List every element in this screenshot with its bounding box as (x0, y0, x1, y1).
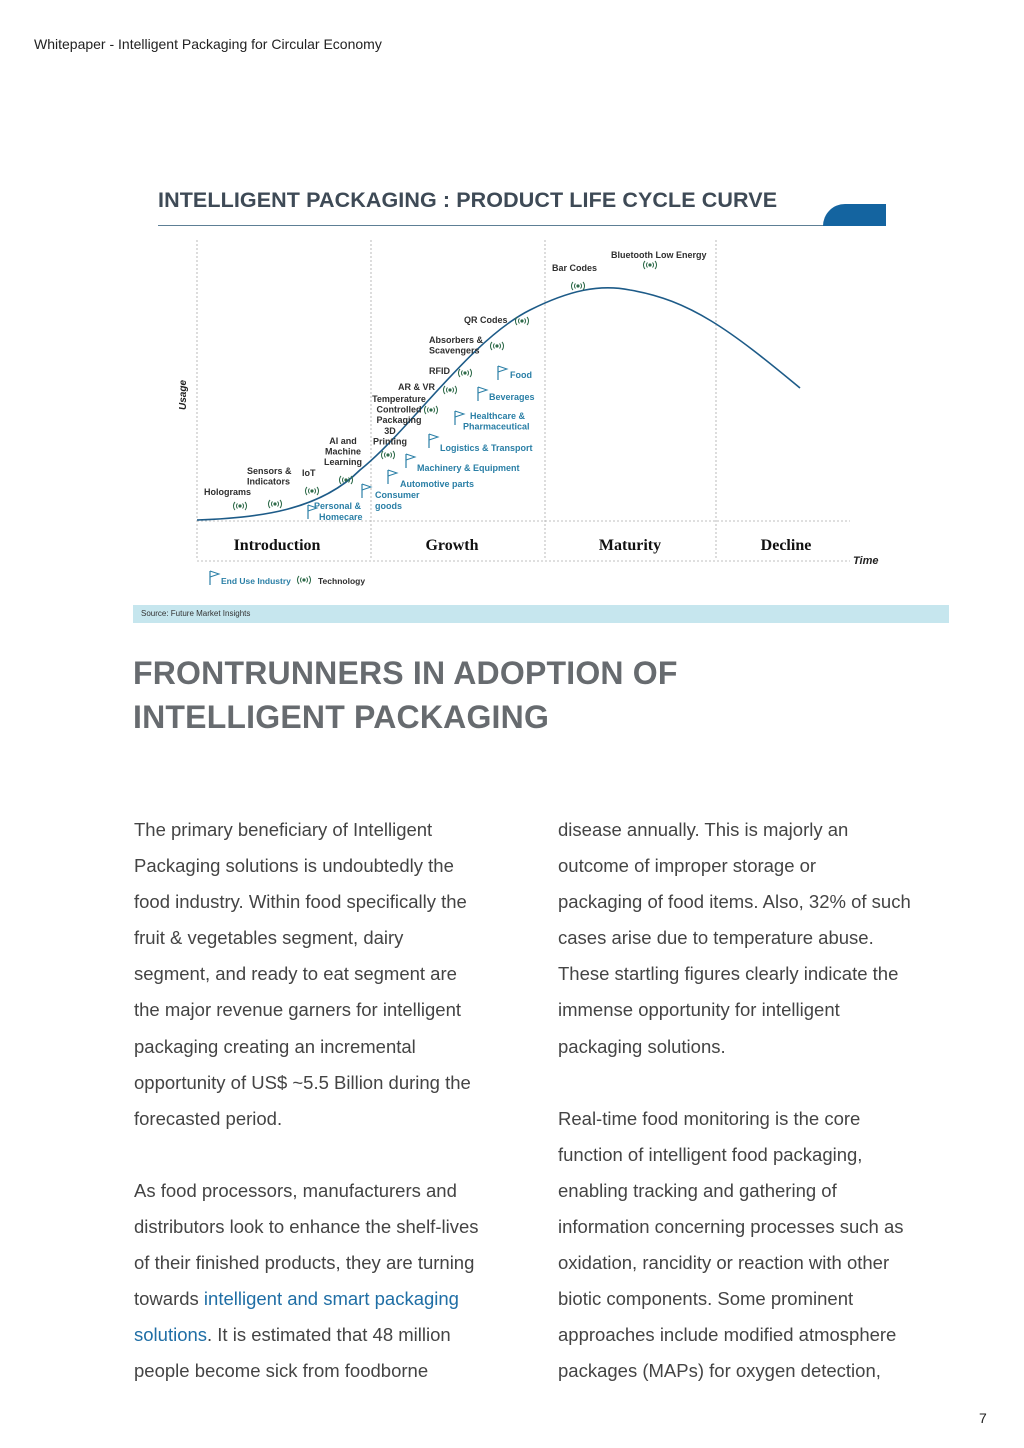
tech-iot (302, 468, 319, 495)
body-column-right: disease annually. This is majorly an outcome of improper storage or packaging of food items. Also, 32% of such cases arise due to temperature abuse. These startling figures clearly indicate the immense opportunity for intelligent packaging solutions. Real-time food monitoring is the core function of intelligent food packaging, enabling tracking and gathering of information concerning processes such as oxidation, rancidity or reaction with other biotic components. Some prominent approaches include modified atmosphere packages (MAPs) for oxygen detection, (558, 819, 911, 1382)
figure-source: Source: Future Market Insights (133, 605, 949, 623)
industry-beverages (478, 387, 535, 402)
tech-ar-vr (398, 382, 457, 394)
svg-text:Beverages: Beverages (489, 392, 535, 402)
tech-holograms (204, 487, 251, 510)
svg-text:AI andMachineLearning: AI and Machine Learning (323, 436, 363, 467)
legend-industry-label: End Use Industry (221, 576, 291, 586)
stage-growth: Growth (425, 537, 479, 554)
tech-ai-ml (324, 436, 362, 484)
page-number: 7 (979, 1410, 987, 1426)
tech-temperature-controlled (372, 394, 437, 425)
svg-text:Bluetooth Low Energy: Bluetooth Low Energy (611, 250, 707, 260)
tech-sensors-indicators (247, 466, 292, 508)
legend-technology-label: Technology (318, 576, 366, 586)
svg-text:Logistics & Transport: Logistics & Transport (440, 443, 533, 453)
y-axis-label: Usage (178, 379, 189, 411)
tech-rfid (429, 366, 472, 377)
industry-food (498, 366, 532, 380)
stage-maturity: Maturity (598, 537, 662, 554)
svg-text:Consumergoods: Consumer goods (375, 490, 420, 511)
tech-bluetooth-le (611, 250, 707, 269)
stage-decline: Decline (760, 537, 812, 554)
svg-text:Personal &Homecare: Personal & Homecare (314, 501, 363, 522)
chart-legend (210, 571, 365, 586)
svg-text:Food: Food (510, 370, 532, 380)
svg-text:RFID: RFID (429, 366, 450, 376)
stage-introduction: Introduction (233, 537, 321, 554)
section-title: FRONTRUNNERS IN ADOPTION OF INTELLIGENT PACKAGING (133, 655, 678, 735)
svg-text:QR Codes: QR Codes (464, 315, 508, 325)
svg-text:Machinery & Equipment: Machinery & Equipment (417, 463, 520, 473)
svg-text:Healthcare &Pharmaceutical: Healthcare & Pharmaceutical (463, 411, 530, 432)
svg-text:Holograms: Holograms (204, 487, 252, 497)
life-cycle-chart (0, 230, 1024, 600)
svg-text:Automotive parts: Automotive parts (400, 479, 475, 489)
svg-text:3DPrinting: 3D Printing (373, 426, 407, 447)
industry-machinery (406, 454, 520, 473)
svg-text:AR & VR: AR & VR (398, 382, 436, 392)
svg-text:Bar Codes: Bar Codes (552, 263, 598, 273)
svg-text:Absorbers &Scavengers: Absorbers & Scavengers (429, 335, 484, 356)
x-axis-label: Time (853, 555, 879, 567)
figure-title: INTELLIGENT PACKAGING : PRODUCT LIFE CYCLE CURVE (158, 188, 778, 212)
industry-logistics (429, 434, 533, 453)
tech-absorbers-scavengers (429, 335, 504, 356)
running-header: Whitepaper - Intelligent Packaging for Circular Economy (34, 36, 382, 52)
body-column-left: The primary beneficiary of Intelligent Packaging solutions is undoubtedly the food industry. Within food specifically the fruit & vegetables segment, dairy segment, and ready to eat segment are the major revenue garners for intelligent packaging creating an incremental opportunity of US$ ~5.5 Billion during the forecasted period. As food processors, manufacturers and distributors look to enhance the shelf-lives of their finished products, they are turning towards intelligent and smart packaging solutions. It is estimated that 48 million people become sick from foodborne (134, 819, 479, 1382)
industry-personal-homecare (308, 501, 363, 522)
smart-packaging-link-cont[interactable]: solutions (134, 1324, 208, 1346)
industry-healthcare (455, 411, 530, 432)
svg-text:IoT: IoT (302, 468, 316, 478)
svg-text:Sensors &Indicators: Sensors & Indicators (247, 466, 292, 487)
figure-title-rule (158, 225, 886, 226)
smart-packaging-link[interactable]: intelligent and smart packaging (203, 1288, 459, 1310)
tech-bar-codes (552, 263, 597, 290)
svg-text:TemperatureControlledPackaging: Temperature Controlled Packaging (372, 394, 426, 425)
figure-corner-tab (823, 204, 886, 226)
